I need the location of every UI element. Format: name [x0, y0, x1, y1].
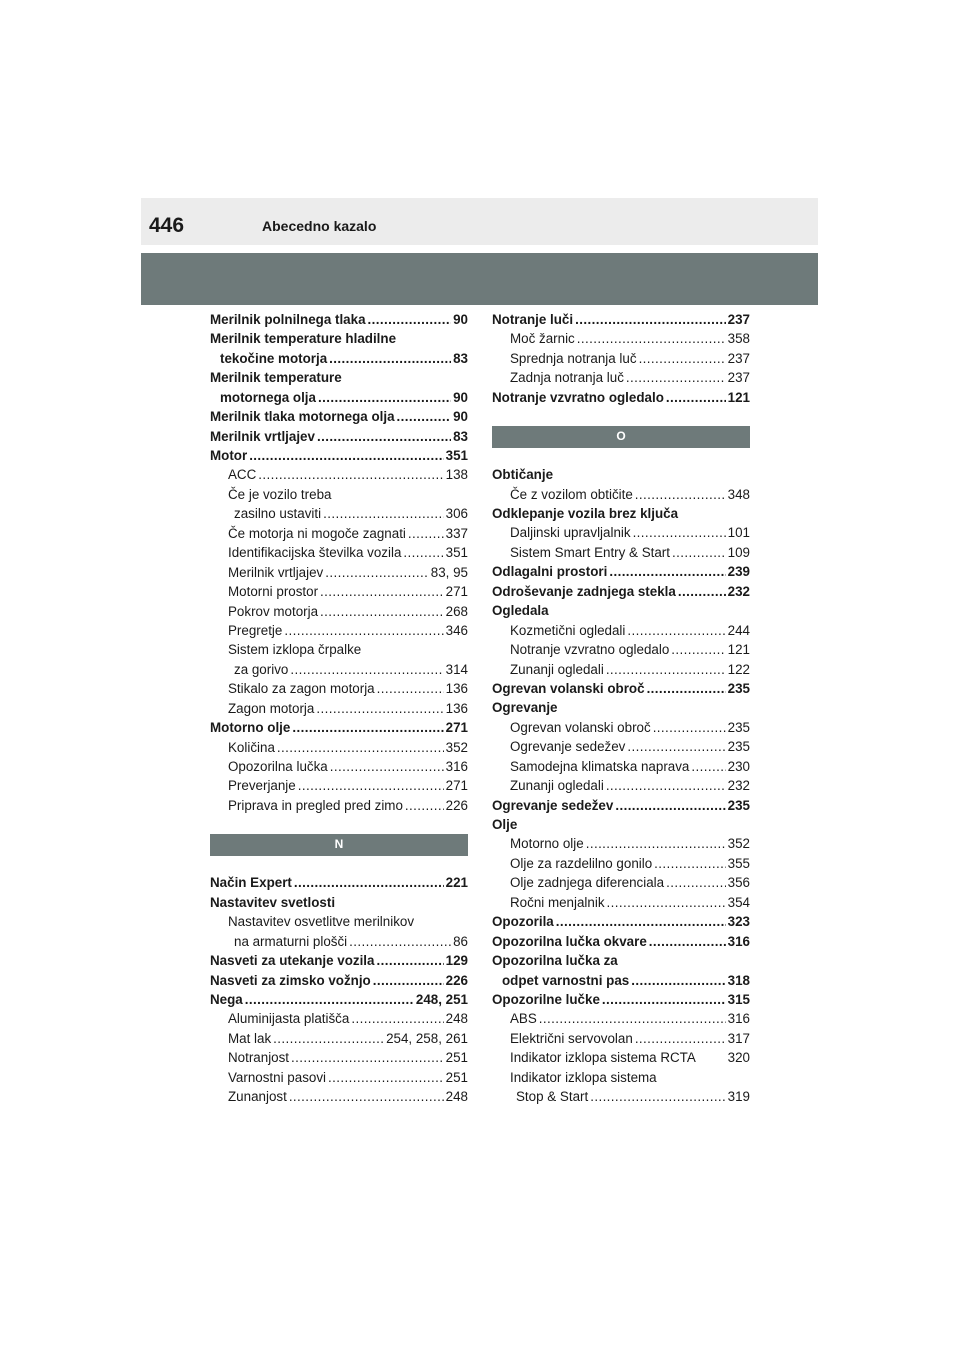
index-entry	[210, 485, 468, 504]
entry-text: Samodejna klimatska naprava	[510, 758, 690, 774]
entry-text: Zunanji ogledali	[510, 778, 604, 794]
entry-text: Kozmetični ogledali	[510, 622, 626, 638]
index-entry	[492, 776, 750, 795]
index-entry	[492, 329, 750, 348]
dot-leader	[586, 835, 726, 854]
index-entry	[492, 1068, 750, 1087]
dot-leader	[672, 543, 726, 562]
page-ref: 355	[727, 855, 750, 871]
dot-leader	[602, 990, 726, 1009]
page-ref: 129	[445, 953, 468, 969]
entry-text: Indikator izklopa sistema RCTA	[510, 1050, 696, 1066]
page-ref: 101	[727, 525, 750, 541]
entry-text: Motor	[210, 448, 248, 464]
page-ref: 354	[727, 894, 750, 910]
page-ref: 320	[727, 1050, 750, 1066]
page-ref: 271	[445, 584, 468, 600]
page-ref: 232	[727, 583, 750, 599]
entry-text: Olje	[492, 817, 518, 833]
index-entry	[492, 582, 750, 601]
page-ref: 316	[727, 1011, 750, 1027]
index-entry	[210, 602, 468, 621]
entry-text: ABS	[510, 1011, 537, 1027]
page-ref: 316	[445, 759, 468, 775]
dot-leader	[320, 602, 444, 621]
page-ref: 109	[727, 544, 750, 560]
entry-text: Odklepanje vozila brez ključa	[492, 506, 679, 522]
dot-leader	[405, 796, 444, 815]
page-ref: 254, 258, 261	[386, 1030, 468, 1046]
dot-leader	[320, 582, 444, 601]
index-entry	[492, 465, 750, 484]
page-ref: 268	[445, 603, 468, 619]
entry-text: Nasveti za zimsko vožnjo	[210, 972, 371, 988]
index-entry	[492, 504, 750, 523]
index-entry	[492, 660, 750, 679]
dot-leader	[245, 990, 414, 1009]
entry-text: Priprava in pregled pred zimo	[228, 797, 403, 813]
entry-text: Preverjanje	[228, 778, 296, 794]
index-entry	[492, 349, 750, 368]
entry-text: Pokrov motorja	[228, 603, 319, 619]
entry-text: Zunanji ogledali	[510, 661, 604, 677]
entry-text: Zadnja notranja luč	[510, 370, 624, 386]
entry-text: Ogrevanje	[492, 700, 558, 716]
entry-text: Notranje vzvratno ogledalo	[492, 389, 664, 405]
index-entry	[492, 562, 750, 581]
entry-text: Daljinski upravljalnik	[510, 525, 631, 541]
entry-text: tekočine motorja	[220, 350, 328, 366]
dot-leader	[678, 582, 726, 601]
dot-leader	[649, 932, 726, 951]
index-entry	[210, 524, 468, 543]
dot-leader	[606, 776, 726, 795]
index-entry	[492, 601, 750, 620]
entry-text: Motorni prostor	[228, 584, 319, 600]
dot-leader	[408, 524, 444, 543]
letter-heading: O	[492, 426, 750, 448]
page-ref: 314	[445, 661, 468, 677]
page-ref: 248	[445, 1011, 468, 1027]
index-entry	[492, 835, 750, 854]
page-ref: 235	[727, 739, 750, 755]
entry-text: Nega	[210, 991, 243, 1007]
index-entry	[492, 1009, 750, 1028]
index-column-left	[210, 310, 468, 1107]
page-ref: 122	[727, 661, 750, 677]
index-entry	[492, 1029, 750, 1048]
page-ref: 315	[727, 991, 750, 1007]
entry-text: Način Expert	[210, 875, 292, 891]
dot-leader	[289, 1087, 444, 1106]
index-entry	[210, 1009, 468, 1028]
page-ref: 248	[445, 1089, 468, 1105]
page-ref: 83	[453, 350, 468, 366]
entry-text: Ogrevan volanski obroč	[492, 680, 645, 696]
index-entry	[210, 640, 468, 659]
page-ref: 356	[727, 875, 750, 891]
dot-leader	[329, 349, 451, 368]
page-ref: 251	[445, 1050, 468, 1066]
dot-leader	[615, 796, 725, 815]
index-entry	[210, 407, 468, 426]
dot-leader	[539, 1009, 726, 1028]
entry-text: Nasveti za utekanje vozila	[210, 953, 375, 969]
entry-text: Ogrevan volanski obroč	[510, 719, 651, 735]
index-entry	[210, 427, 468, 446]
page-ref: 348	[727, 486, 750, 502]
entry-text: Ročni menjalnik	[510, 894, 605, 910]
index-entry	[492, 757, 750, 776]
entry-text: Motorno olje	[210, 720, 291, 736]
page-ref: 317	[727, 1030, 750, 1046]
index-entry	[210, 310, 468, 329]
index-entry	[210, 1048, 468, 1067]
entry-text: Notranje vzvratno ogledalo	[510, 642, 670, 658]
dot-leader	[323, 504, 444, 523]
dot-leader	[316, 699, 443, 718]
entry-text: Zunanjost	[228, 1089, 287, 1105]
dot-leader	[317, 427, 451, 446]
index-entry	[492, 621, 750, 640]
page-ref: 346	[445, 622, 468, 638]
dot-leader	[318, 388, 451, 407]
entry-text: Olje zadnjega diferenciala	[510, 875, 665, 891]
index-entry	[492, 737, 750, 756]
dot-leader	[635, 1029, 726, 1048]
page-ref: 271	[445, 720, 468, 736]
entry-text: Če je vozilo treba	[228, 486, 332, 502]
entry-text: za gorivo	[234, 661, 289, 677]
entry-text: na armaturni plošči	[234, 933, 348, 949]
entry-text: Merilnik temperature hladilne	[210, 331, 397, 347]
entry-text: ACC	[228, 467, 257, 483]
page-ref: 90	[453, 311, 468, 327]
dot-leader	[691, 757, 725, 776]
entry-text: Notranje luči	[492, 311, 574, 327]
page-ref: 232	[727, 778, 750, 794]
index-column-right	[492, 310, 750, 1107]
dot-leader	[397, 407, 452, 426]
page-ref: 235	[727, 680, 750, 696]
dot-leader	[377, 679, 444, 698]
page-ref: 351	[445, 545, 468, 561]
dot-leader	[653, 718, 726, 737]
entry-text: Merilnik tlaka motornega olja	[210, 409, 395, 425]
letter-heading: N	[210, 834, 468, 856]
page-ref: 83	[453, 428, 468, 444]
index-entry	[492, 485, 750, 504]
index-entry	[210, 971, 468, 990]
dot-leader	[351, 1009, 443, 1028]
index-entry	[210, 1087, 468, 1106]
entry-text: Pregretje	[228, 622, 283, 638]
index-entry	[210, 1068, 468, 1087]
page-ref: 352	[727, 836, 750, 852]
index-entry	[492, 815, 750, 834]
dot-leader	[284, 621, 443, 640]
index-entry	[210, 796, 468, 815]
page-ref: 136	[445, 681, 468, 697]
entry-text: Obtičanje	[492, 467, 554, 483]
dot-leader	[666, 388, 726, 407]
dot-leader	[403, 543, 443, 562]
dot-leader	[277, 738, 444, 757]
page-ref: 316	[727, 933, 750, 949]
index-entry	[492, 543, 750, 562]
index-entry	[492, 718, 750, 737]
index-entry	[210, 893, 468, 912]
entry-text: odpet varnostni pas	[502, 972, 630, 988]
entry-text: motornega olja	[220, 389, 316, 405]
index-entry	[210, 582, 468, 601]
index-entry	[210, 1029, 468, 1048]
entry-text: Merilnik polnilnega tlaka	[210, 311, 366, 327]
dot-leader	[627, 737, 725, 756]
page-ref: 90	[453, 389, 468, 405]
entry-text: Stop & Start	[516, 1089, 589, 1105]
index-entry	[210, 660, 468, 679]
index-entry	[210, 504, 468, 523]
index-entry	[492, 893, 750, 912]
page-ref: 237	[727, 350, 750, 366]
dot-leader	[635, 485, 726, 504]
dot-leader	[627, 621, 725, 640]
entry-text: Odlagalni prostori	[492, 564, 608, 580]
entry-text: Notranjost	[228, 1050, 290, 1066]
index-entry	[210, 466, 468, 485]
dot-leader	[249, 446, 443, 465]
entry-text: Odroševanje zadnjega stekla	[492, 583, 676, 599]
dot-leader	[647, 679, 726, 698]
entry-text: Varnostni pasovi	[228, 1069, 327, 1085]
page-ref: 271	[445, 778, 468, 794]
index-entry	[210, 446, 468, 465]
entry-text: Indikator izklopa sistema	[510, 1069, 657, 1085]
page-ref: 90	[453, 409, 468, 425]
index-entry	[210, 912, 468, 931]
dot-leader	[328, 1068, 444, 1087]
page-ref: 136	[445, 700, 468, 716]
entry-text: Mat lak	[228, 1030, 272, 1046]
entry-text: Opozorilna lučka za	[492, 953, 618, 969]
entry-text: Identifikacijska številka vozila	[228, 545, 402, 561]
page-ref: 244	[727, 622, 750, 638]
entry-text: Stikalo za zagon motorja	[228, 681, 375, 697]
index-entry	[492, 854, 750, 873]
index-entry	[492, 1087, 750, 1106]
index-entry	[492, 951, 750, 970]
page-ref: 251	[445, 1069, 468, 1085]
page-header	[141, 198, 818, 245]
entry-text: Ogrevanje sedežev	[492, 797, 614, 813]
entry-text: Ogrevanje sedežev	[510, 739, 626, 755]
dot-leader	[590, 1087, 725, 1106]
entry-text: Nastavitev svetlosti	[210, 894, 336, 910]
page-ref: 337	[445, 525, 468, 541]
dot-leader	[633, 524, 726, 543]
index-entry	[210, 932, 468, 951]
header-band	[141, 253, 818, 305]
page-ref: 319	[727, 1089, 750, 1105]
index-entry	[210, 757, 468, 776]
dot-leader	[639, 349, 726, 368]
dot-leader	[556, 912, 726, 931]
index-entry	[210, 951, 468, 970]
index-entry	[492, 912, 750, 931]
page-ref: 306	[445, 506, 468, 522]
index-entry	[210, 349, 468, 368]
page-ref: 221	[445, 875, 468, 891]
index-entry	[210, 738, 468, 757]
index-entry	[210, 368, 468, 387]
index-entry	[210, 621, 468, 640]
index-entry	[492, 310, 750, 329]
page-ref: 318	[727, 972, 750, 988]
dot-leader	[575, 310, 726, 329]
index-entry	[210, 329, 468, 348]
dot-leader	[273, 1029, 384, 1048]
dot-leader	[291, 1048, 444, 1067]
entry-text: Nastavitev osvetlitve merilnikov	[228, 914, 415, 930]
dot-leader	[607, 893, 726, 912]
dot-leader	[606, 660, 726, 679]
entry-text: Opozorilna lučka okvare	[492, 933, 647, 949]
page-ref: 323	[727, 914, 750, 930]
index-entry	[210, 990, 468, 1009]
dot-leader	[373, 971, 444, 990]
page-ref: 352	[445, 739, 468, 755]
entry-text: Sprednja notranja luč	[510, 350, 637, 366]
entry-text: Merilnik temperature	[210, 370, 342, 386]
index-entry	[210, 563, 468, 582]
index-entry	[492, 388, 750, 407]
dot-leader	[290, 660, 443, 679]
entry-text: Moč žarnic	[510, 331, 575, 347]
page-ref: 237	[727, 311, 750, 327]
entry-text: zasilno ustaviti	[234, 506, 322, 522]
index-entry	[492, 368, 750, 387]
index-entry	[492, 1048, 750, 1067]
entry-text: Sistem izklopa črpalke	[228, 642, 362, 658]
page-ref: 230	[727, 758, 750, 774]
page-ref: 226	[445, 797, 468, 813]
dot-leader	[294, 873, 444, 892]
index-entry	[210, 679, 468, 698]
page-ref: 248, 251	[415, 991, 468, 1007]
index-entry	[492, 873, 750, 892]
page-ref: 235	[727, 797, 750, 813]
entry-text: Sistem Smart Entry & Start	[510, 544, 670, 560]
page-ref: 138	[445, 467, 468, 483]
dot-leader	[368, 310, 452, 329]
entry-text: Olje za razdelilno gonilo	[510, 855, 653, 871]
entry-text: Če z vozilom obtičite	[510, 486, 633, 502]
page-ref: 226	[445, 972, 468, 988]
entry-text: Merilnik vrtljajev	[228, 564, 324, 580]
index-entry	[492, 971, 750, 990]
index-entry	[210, 699, 468, 718]
dot-leader	[292, 718, 443, 737]
page-ref: 235	[727, 719, 750, 735]
page-ref: 351	[445, 448, 468, 464]
index-entry	[492, 640, 750, 659]
page-ref: 121	[727, 642, 750, 658]
dot-leader	[258, 466, 443, 485]
dot-leader	[577, 329, 726, 348]
entry-text: Opozorilna lučka	[228, 759, 328, 775]
entry-text: Zagon motorja	[228, 700, 315, 716]
page-ref: 239	[727, 564, 750, 580]
index-entry	[210, 777, 468, 796]
dot-leader	[671, 640, 725, 659]
index-entry	[492, 932, 750, 951]
entry-text: Če motorja ni mogoče zagnati	[228, 525, 406, 541]
page-ref: 86	[453, 933, 468, 949]
entry-text: Motorno olje	[510, 836, 584, 852]
index-entry	[210, 543, 468, 562]
index-entry	[210, 718, 468, 737]
dot-leader	[325, 563, 429, 582]
dot-leader	[666, 873, 726, 892]
section-title: Abecedno kazalo	[262, 218, 377, 234]
page-number: 446	[149, 214, 185, 237]
index-entry	[492, 524, 750, 543]
index-entry	[492, 679, 750, 698]
entry-text: Merilnik vrtljajev	[210, 428, 315, 444]
entry-text: Ogledala	[492, 603, 549, 619]
dot-leader	[631, 971, 725, 990]
entry-text: Električni servovolan	[510, 1030, 633, 1046]
dot-leader	[349, 932, 451, 951]
page-ref: 237	[727, 370, 750, 386]
entry-text: Aluminijasta platišča	[228, 1011, 350, 1027]
page-ref: 358	[727, 331, 750, 347]
index-entry	[492, 990, 750, 1009]
index-entry	[492, 698, 750, 717]
entry-text: Opozorila	[492, 914, 554, 930]
dot-leader	[609, 562, 725, 581]
entry-text: Opozorilne lučke	[492, 991, 600, 1007]
index-entry	[210, 388, 468, 407]
entry-text: Količina	[228, 739, 275, 755]
dot-leader	[654, 854, 725, 873]
dot-leader	[376, 951, 443, 970]
dot-leader	[298, 777, 444, 796]
dot-leader	[330, 757, 444, 776]
index-entry	[492, 796, 750, 815]
page-ref: 121	[727, 389, 750, 405]
dot-leader	[626, 368, 726, 387]
page-ref: 83, 95	[430, 564, 468, 580]
index-entry	[210, 873, 468, 892]
